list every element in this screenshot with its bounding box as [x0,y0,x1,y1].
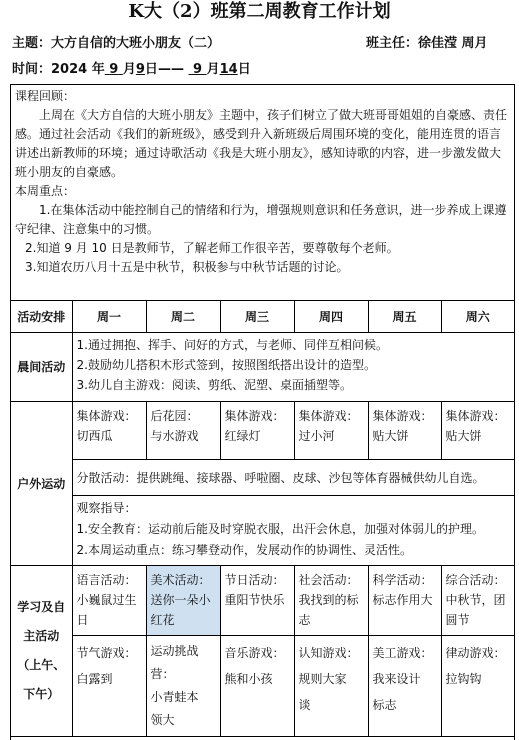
column-header: 周五 [368,301,441,333]
header-row [11,301,514,333]
time-start-day: 9 [135,62,145,77]
guidance-row [11,496,514,566]
outdoor-game-cell: 集体游戏： 贴大饼 [441,402,514,460]
theme-label: 主题： [12,36,52,51]
morning-content [72,333,514,402]
outdoor-game-cell: 集体游戏： 过小河 [294,402,368,460]
time-year: 2024 [51,62,88,77]
column-header: 周四 [294,301,368,333]
outdoor-game-cell: 集体游戏： 切西瓜 [72,402,146,460]
scatter-row [11,460,514,496]
guidance-item: 1.安全教育：运动前后能及时穿脱衣服，出汗会休息，加强对体弱儿的护理。 [76,522,484,536]
time-day-unit: 日 [144,62,158,77]
teacher-label: 班主任： [366,36,419,51]
time-end-day: 14 [219,62,238,77]
review-heading: 课程回顾： [15,89,76,103]
column-header: 周三 [220,301,294,333]
morning-item: 2.鼓励幼儿搭积木形式签到，按照图纸搭出设计的造型。 [76,358,376,372]
study-row-1 [11,566,514,636]
column-header: 活动安排 [11,301,72,333]
page-title: K大（2）班第二周教育工作计划 [128,1,391,22]
study-activity-cell: 科学活动：标志作用大 [368,566,441,636]
guidance-item: 2.本周运动重点：练习攀登动作，发展动作的协调性、灵活性。 [76,543,412,557]
study-activity-cell: 节日活动：重阳节快乐 [220,566,294,636]
row-label-outdoor: 户外运动 [11,402,72,566]
morning-item: 1.通过拥抱、挥手、问好的方式，与老师、同伴互相问候。 [76,338,388,352]
time-start-month: 9 [109,62,119,77]
time-end-month: 9 [193,62,203,77]
outdoor-game-cell: 集体游戏： 贴大饼 [368,402,441,460]
scatter-activity: 分散活动：提供跳绳、接球器、呼啦圈、皮球、沙包等体育器械供幼儿自选。 [72,460,514,496]
teacher-line [366,32,488,51]
study-game-cell: 运动挑战 营： 小青蛙本 领大 [146,636,220,737]
time-end-day-unit: 日 [237,62,251,77]
time-end-month-unit: 月 [206,62,220,77]
morning-item: 3.幼儿自主游戏：阅读、剪纸、泥塑、桌面插塑等。 [76,378,352,392]
guidance-heading: 观察指导： [76,501,137,515]
study-game-cell: 节气游戏： 白露到 [72,636,146,737]
study-game-cell: 音乐游戏： 熊和小孩 [220,636,294,737]
guidance-content [72,496,514,566]
study-activity-cell-highlighted[interactable]: 美术活动：送你一朵小红花 [146,566,220,636]
study-game-cell: 律动游戏： 拉钩钩 [441,636,514,737]
course-review [11,85,514,301]
theme-line [12,32,220,51]
focus-item: 3.知道农历八月十五是中秋节，积极参与中秋节话题的讨论。 [25,260,349,274]
theme-value: 大方自信的大班小朋友（二） [51,36,221,51]
outdoor-game-cell: 后花园： 与水游戏 [146,402,220,460]
schedule-table [11,301,514,737]
column-header: 周六 [441,301,514,333]
study-activity-cell: 综合活动：中秋节，团圆节 [441,566,514,636]
focus-heading: 本周重点： [15,184,76,198]
study-activity-cell: 社会活动：我找到的标志 [294,566,368,636]
review-body: 上周在《大方自信的大班小朋友》主题中，孩子们树立了做大班哥哥姐姐的自豪感、责任感。通过社会活动《我们的新班级》，感受到升入新班级后周围环境的变化，能用连贯的语言讲述出新教师的环境；通过诗歌活动《我是大班小朋友》，感知诗歌的内容，进一步激发做大班小朋友的自豪感。 [15,108,508,179]
row-label-study: 学习及自 主活动 （上午、 下午） [11,566,72,737]
outdoor-game-cell: 集体游戏： 红绿灯 [220,402,294,460]
column-header: 周二 [146,301,220,333]
time-month-unit: 月 [122,62,136,77]
teacher-value: 徐佳滢 周月 [418,36,488,51]
focus-item: 1.在集体活动中能控制自己的情绪和行为，增强规则意识和任务意识，进一步养成上课遵守纪律、注意集中的习惯。 [15,203,507,236]
time-label: 时间： [12,62,52,77]
outdoor-games-row [11,402,514,460]
focus-item: 2.知道 9 月 10 日是教师节，了解老师工作很辛苦，要尊敬每个老师。 [25,241,399,255]
time-separator: —— [157,62,189,77]
study-row-2 [11,636,514,737]
study-game-cell: 美工游戏： 我来设计 标志 [368,636,441,737]
time-line [12,58,251,77]
row-label-morning: 晨间活动 [11,333,72,402]
time-year-unit: 年 [91,62,105,77]
study-activity-cell: 语言活动：小巍鼠过生日 [72,566,146,636]
column-header: 周一 [72,301,146,333]
plan-table [10,84,515,740]
study-game-cell: 认知游戏： 规则大家 谈 [294,636,368,737]
morning-row [11,333,514,402]
